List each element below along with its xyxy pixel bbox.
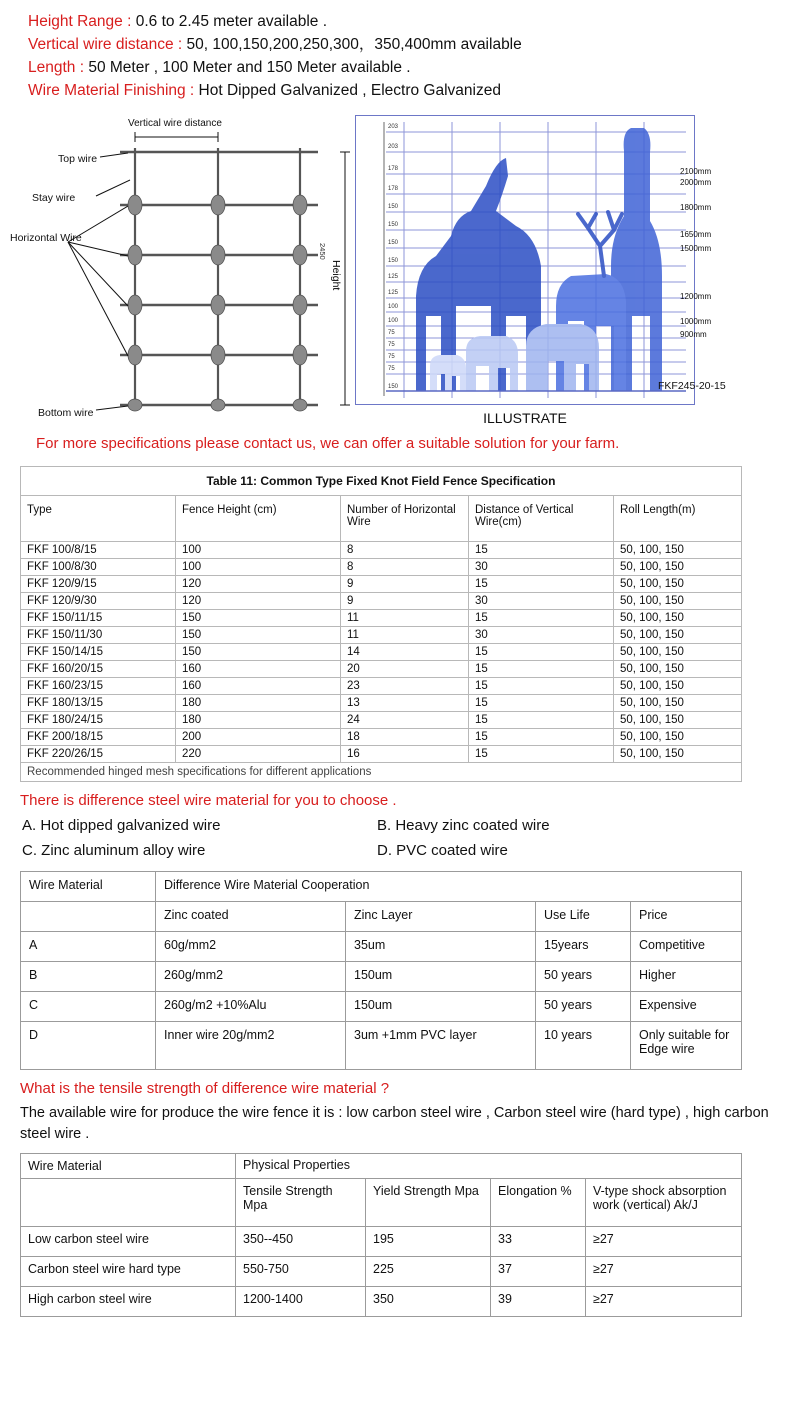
cell-height: 220	[176, 746, 341, 763]
cell-elongation: 33	[491, 1227, 586, 1257]
cell-distance: 15	[469, 542, 614, 559]
svg-text:178: 178	[388, 166, 399, 172]
table-header-row	[21, 496, 742, 542]
wire-material-comparison-table	[20, 871, 742, 1070]
cell-distance: 15	[469, 712, 614, 729]
svg-text:100: 100	[388, 304, 399, 310]
cell-material: Low carbon steel wire	[21, 1227, 236, 1257]
cell-height: 200	[176, 729, 341, 746]
spec-value: 0.6 to 2.45 meter available .	[131, 13, 327, 30]
cell-material: B	[21, 962, 156, 992]
cell-height: 180	[176, 712, 341, 729]
cell-use-life: 15years	[536, 932, 631, 962]
table-row	[21, 559, 742, 576]
height-mark: 2100mm	[680, 167, 712, 176]
specification-list	[0, 0, 802, 102]
cell-price: Competitive	[631, 932, 742, 962]
cell-zinc-layer: 150um	[346, 962, 536, 992]
cell-type: FKF 220/26/15	[21, 746, 176, 763]
cell-wires: 20	[341, 661, 469, 678]
cell-distance: 15	[469, 610, 614, 627]
vertical-wire-distance-label: Vertical wire distance	[128, 118, 222, 129]
cell-roll: 50, 100, 150	[614, 542, 742, 559]
cell-wires: 14	[341, 644, 469, 661]
svg-text:100: 100	[388, 318, 399, 324]
table-row	[21, 610, 742, 627]
cell-shock: ≥27	[586, 1257, 742, 1287]
cell-distance: 15	[469, 678, 614, 695]
fence-schematic-svg	[0, 110, 350, 430]
svg-text:150: 150	[388, 258, 399, 264]
cell-roll: 50, 100, 150	[614, 644, 742, 661]
cell-wires: 8	[341, 542, 469, 559]
column-header-wire-material: Wire Material	[21, 872, 156, 902]
cell-use-life: 10 years	[536, 1022, 631, 1070]
svg-text:125: 125	[388, 274, 399, 280]
cell-shock: ≥27	[586, 1227, 742, 1257]
table-row	[21, 932, 742, 962]
height-mark: 1500mm	[680, 244, 712, 253]
subheader-elongation: Elongation %	[491, 1179, 586, 1227]
cell-height: 150	[176, 627, 341, 644]
cell-type: FKF 160/20/15	[21, 661, 176, 678]
cell-tensile: 1200-1400	[236, 1287, 366, 1317]
svg-text:75: 75	[388, 366, 395, 372]
empty-cell	[21, 902, 156, 932]
cell-wires: 11	[341, 610, 469, 627]
spec-line	[28, 10, 802, 33]
cell-roll: 50, 100, 150	[614, 559, 742, 576]
height-mark: 1650mm	[680, 230, 712, 239]
table-footer-row	[21, 763, 742, 782]
subheader-zinc-layer: Zinc Layer	[346, 902, 536, 932]
subheader-use-life: Use Life	[536, 902, 631, 932]
cell-material: D	[21, 1022, 156, 1070]
table-row	[21, 1022, 742, 1070]
cell-zinc-coated: 260g/m2 +10%Alu	[156, 992, 346, 1022]
cell-height: 120	[176, 593, 341, 610]
tensile-strength-section-title: What is the tensile strength of difference wire material ?	[20, 1080, 390, 1097]
cell-roll: 50, 100, 150	[614, 746, 742, 763]
svg-text:75: 75	[388, 354, 395, 360]
table-caption-row	[21, 467, 742, 496]
table-row	[21, 576, 742, 593]
svg-text:150: 150	[388, 204, 399, 210]
cell-type: FKF 120/9/30	[21, 593, 176, 610]
cell-distance: 30	[469, 627, 614, 644]
cell-height: 160	[176, 661, 341, 678]
cell-price: Only suitable for Edge wire	[631, 1022, 742, 1070]
subheader-zinc-coated: Zinc coated	[156, 902, 346, 932]
physical-properties-table	[20, 1153, 742, 1317]
spec-value: 50, 100,150,200,250,300，350,400mm available	[182, 36, 522, 53]
cell-material: A	[21, 932, 156, 962]
svg-text:203: 203	[388, 124, 399, 130]
cell-material: C	[21, 992, 156, 1022]
column-header: Fence Height (cm)	[176, 496, 341, 542]
table-header-row	[21, 872, 742, 902]
cell-yield: 195	[366, 1227, 491, 1257]
spec-label: Wire Material Finishing :	[28, 82, 195, 99]
cell-type: FKF 100/8/30	[21, 559, 176, 576]
column-header-span: Difference Wire Material Cooperation	[156, 872, 742, 902]
cell-wires: 13	[341, 695, 469, 712]
column-header-span: Physical Properties	[236, 1154, 742, 1179]
cell-use-life: 50 years	[536, 962, 631, 992]
column-header: Number of Horizontal Wire	[341, 496, 469, 542]
cell-type: FKF 160/23/15	[21, 678, 176, 695]
cell-roll: 50, 100, 150	[614, 695, 742, 712]
spec-line	[28, 56, 802, 79]
bottom-wire-label: Bottom wire	[38, 407, 94, 419]
table-caption: Table 11: Common Type Fixed Knot Field Fence Specification	[21, 467, 742, 496]
spec-value: Hot Dipped Galvanized , Electro Galvanized	[194, 82, 501, 99]
cell-roll: 50, 100, 150	[614, 610, 742, 627]
cell-zinc-layer: 35um	[346, 932, 536, 962]
table-row	[21, 962, 742, 992]
svg-text:150: 150	[388, 240, 399, 246]
cell-distance: 15	[469, 695, 614, 712]
cell-distance: 15	[469, 729, 614, 746]
cell-distance: 15	[469, 661, 614, 678]
choice-d: D. PVC coated wire	[377, 842, 508, 859]
cell-shock: ≥27	[586, 1287, 742, 1317]
cell-zinc-coated: 60g/mm2	[156, 932, 346, 962]
cell-wires: 18	[341, 729, 469, 746]
svg-text:75: 75	[388, 342, 395, 348]
animal-illustration	[355, 115, 695, 405]
cell-type: FKF 180/24/15	[21, 712, 176, 729]
height-mark: 2000mm	[680, 178, 712, 187]
cell-price: Expensive	[631, 992, 742, 1022]
cell-distance: 30	[469, 559, 614, 576]
choice-b: B. Heavy zinc coated wire	[377, 817, 550, 834]
table-row	[21, 678, 742, 695]
column-header: Type	[21, 496, 176, 542]
horizontal-wire-label: Horizontal Wire	[10, 232, 82, 244]
cell-roll: 50, 100, 150	[614, 593, 742, 610]
cell-wires: 11	[341, 627, 469, 644]
cell-elongation: 37	[491, 1257, 586, 1287]
height-mark: 1800mm	[680, 203, 712, 212]
cell-height: 160	[176, 678, 341, 695]
animal-illustration-svg	[356, 116, 694, 404]
tensile-strength-paragraph: The available wire for produce the wire fence it is : low carbon steel wire , Carbon steel wire (hard type) , high carbon steel wire .	[20, 1105, 769, 1142]
fence-model-code: FKF245-20-15	[658, 380, 726, 392]
cell-zinc-layer: 3um +1mm PVC layer	[346, 1022, 536, 1070]
cell-distance: 30	[469, 593, 614, 610]
illustrate-caption: ILLUSTRATE	[483, 410, 567, 426]
cell-tensile: 350--450	[236, 1227, 366, 1257]
cell-roll: 50, 100, 150	[614, 576, 742, 593]
cell-distance: 15	[469, 746, 614, 763]
cell-wires: 8	[341, 559, 469, 576]
cell-tensile: 550-750	[236, 1257, 366, 1287]
cell-height: 120	[176, 576, 341, 593]
table-row	[21, 593, 742, 610]
cell-roll: 50, 100, 150	[614, 729, 742, 746]
svg-text:150: 150	[388, 222, 399, 228]
wire-material-section-title: There is difference steel wire material for you to choose .	[20, 792, 397, 809]
table-row	[21, 1257, 742, 1287]
cell-type: FKF 180/13/15	[21, 695, 176, 712]
table-row	[21, 542, 742, 559]
table-subheader-row	[21, 1179, 742, 1227]
table-row	[21, 644, 742, 661]
height-marks	[680, 115, 800, 395]
cell-wires: 9	[341, 576, 469, 593]
spec-label: Height Range :	[28, 13, 132, 30]
cell-zinc-layer: 150um	[346, 992, 536, 1022]
table-row	[21, 1287, 742, 1317]
cell-roll: 50, 100, 150	[614, 661, 742, 678]
cell-height: 100	[176, 542, 341, 559]
table-header-row	[21, 1154, 742, 1179]
diagram-band	[0, 110, 802, 430]
table-row	[21, 661, 742, 678]
wire-material-choices	[0, 811, 802, 867]
subheader-tensile-strength: Tensile Strength Mpa	[236, 1179, 366, 1227]
svg-text:150: 150	[388, 384, 399, 390]
column-header-wire-material: Wire Material	[21, 1154, 236, 1179]
cell-height: 150	[176, 644, 341, 661]
table-row	[21, 746, 742, 763]
cell-use-life: 50 years	[536, 992, 631, 1022]
cell-type: FKF 120/9/15	[21, 576, 176, 593]
spec-value: 50 Meter , 100 Meter and 150 Meter available .	[84, 59, 411, 76]
choice-c: C. Zinc aluminum alloy wire	[22, 842, 206, 859]
cell-distance: 15	[469, 644, 614, 661]
height-value-label: 2450	[318, 243, 327, 260]
subheader-yield-strength: Yield Strength Mpa	[366, 1179, 491, 1227]
cell-wires: 24	[341, 712, 469, 729]
cell-height: 180	[176, 695, 341, 712]
column-header: Roll Length(m)	[614, 496, 742, 542]
spec-label: Vertical wire distance :	[28, 36, 183, 53]
choice-a: A. Hot dipped galvanized wire	[22, 817, 221, 834]
contact-note: For more specifications please contact us, we can offer a suitable solution for your farm.	[36, 435, 620, 452]
table-row	[21, 729, 742, 746]
spec-line	[28, 79, 802, 102]
svg-text:178: 178	[388, 186, 399, 192]
cell-roll: 50, 100, 150	[614, 627, 742, 644]
table-row	[21, 992, 742, 1022]
cell-wires: 9	[341, 593, 469, 610]
table-row	[21, 695, 742, 712]
svg-text:75: 75	[388, 330, 395, 336]
empty-cell	[21, 1179, 236, 1227]
top-wire-label: Top wire	[58, 153, 98, 165]
cell-wires: 23	[341, 678, 469, 695]
height-axis-label: Height	[330, 260, 342, 291]
table-row	[21, 627, 742, 644]
cell-zinc-coated: Inner wire 20g/mm2	[156, 1022, 346, 1070]
spec-line	[28, 33, 802, 56]
fence-specification-table	[20, 466, 742, 782]
cell-type: FKF 150/14/15	[21, 644, 176, 661]
cell-zinc-coated: 260g/mm2	[156, 962, 346, 992]
cell-yield: 225	[366, 1257, 491, 1287]
cell-type: FKF 200/18/15	[21, 729, 176, 746]
fence-schematic	[0, 110, 350, 430]
cell-type: FKF 100/8/15	[21, 542, 176, 559]
cell-height: 100	[176, 559, 341, 576]
cell-type: FKF 150/11/30	[21, 627, 176, 644]
table-row	[21, 712, 742, 729]
height-mark: 1000mm	[680, 317, 712, 326]
cell-material: Carbon steel wire hard type	[21, 1257, 236, 1287]
cell-type: FKF 150/11/15	[21, 610, 176, 627]
height-mark: 1200mm	[680, 292, 712, 301]
stay-wire-label: Stay wire	[32, 192, 76, 204]
svg-text:125: 125	[388, 290, 399, 296]
cell-elongation: 39	[491, 1287, 586, 1317]
height-mark: 900mm	[680, 330, 707, 339]
svg-text:203: 203	[388, 144, 399, 150]
subheader-shock-absorption: V-type shock absorption work (vertical) Ak/J	[586, 1179, 742, 1227]
column-header: Distance of Vertical Wire(cm)	[469, 496, 614, 542]
table-footer-note: Recommended hinged mesh specifications for different applications	[21, 763, 742, 782]
cell-distance: 15	[469, 576, 614, 593]
table-subheader-row	[21, 902, 742, 932]
cell-height: 150	[176, 610, 341, 627]
cell-roll: 50, 100, 150	[614, 712, 742, 729]
table-row	[21, 1227, 742, 1257]
subheader-price: Price	[631, 902, 742, 932]
cell-roll: 50, 100, 150	[614, 678, 742, 695]
cell-wires: 16	[341, 746, 469, 763]
cell-material: High carbon steel wire	[21, 1287, 236, 1317]
cell-yield: 350	[366, 1287, 491, 1317]
spec-label: Length :	[28, 59, 85, 76]
cell-price: Higher	[631, 962, 742, 992]
